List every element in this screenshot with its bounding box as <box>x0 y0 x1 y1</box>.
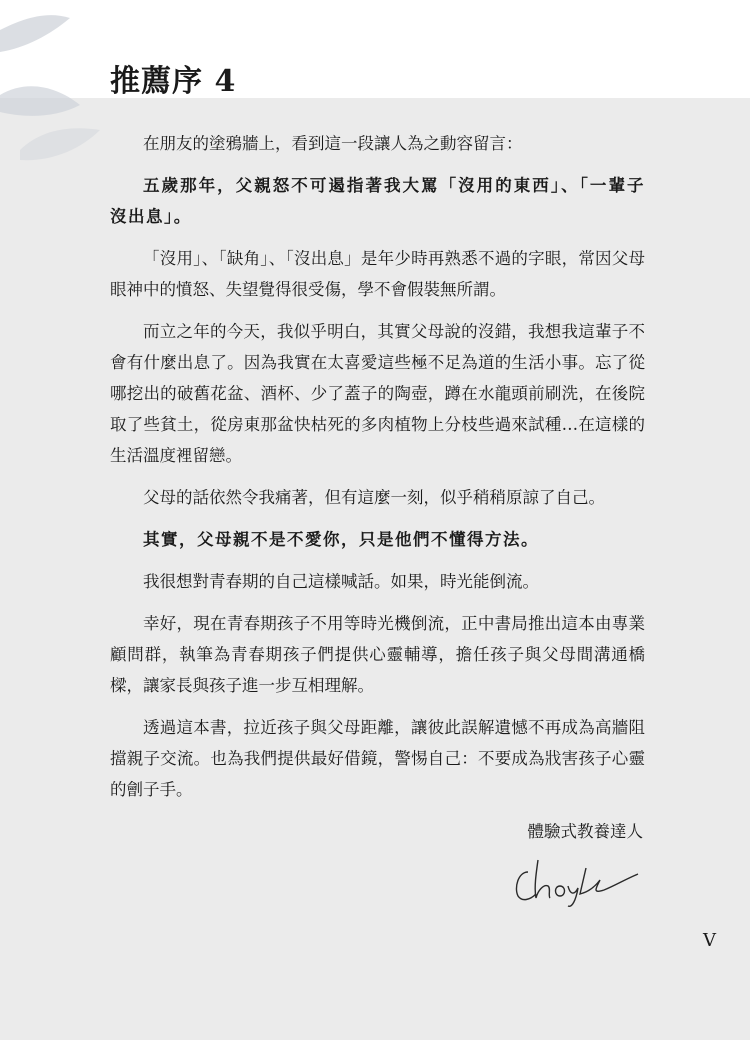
author-title: 體驗式教養達人 <box>527 822 643 841</box>
page-number: V <box>703 930 716 951</box>
paragraph: 透過這本書，拉近孩子與父母距離，讓彼此誤解遺憾不再成為高牆阻擋親子交流。也為我們提供最好借鏡，警惕自己：不要成為戕害孩子心靈的劊子手。 <box>110 718 645 799</box>
paragraph: 我很想對青春期的自己這樣喊話。如果，時光能倒流。 <box>143 572 539 591</box>
paragraph: 「沒用」、「缺角」、「沒出息」是年少時再熟悉不過的字眼，常因父母眼神中的憤怒、失望覺得很受傷，學不會假裝無所謂。 <box>110 249 645 299</box>
emphasized-paragraph: 其實，父母親不是不愛你，只是他們不懂得方法。 <box>143 530 539 549</box>
emphasized-paragraph: 五歲那年，父親怒不可遏指著我大罵「沒用的東西」、「一輩子沒出息」。 <box>110 176 645 226</box>
paragraph: 幸好，現在青春期孩子不用等時光機倒流，正中書局推出這本由專業顧問群，執筆為青春期孩子們提供心靈輔導，擔任孩子與父母間溝通橋樑，讓家長與孩子進一步互相理解。 <box>110 614 645 695</box>
article-body <box>110 128 645 816</box>
paragraph: 在朋友的塗鴉牆上，看到這一段讓人為之動容留言： <box>143 134 523 153</box>
signature-image <box>510 850 645 910</box>
page-title: 推薦序 4 <box>110 64 237 99</box>
leaf-icon <box>0 0 120 170</box>
paragraph: 而立之年的今天，我似乎明白，其實父母說的沒錯，我想我這輩子不會有什麼出息了。因為我實在太喜愛這些極不足為道的生活小事。忘了從哪挖出的破舊花盆、酒杯、少了蓋子的陶壺，蹲在水龍頭前刷洗，在後院取了些貧土，從房東那盆快枯死的多肉植物上分枝些過來試種…在這樣的生活溫度裡留戀。 <box>110 322 645 465</box>
paragraph: 父母的話依然令我痛著，但有這麼一刻，似乎稍稍原諒了自己。 <box>143 488 605 507</box>
